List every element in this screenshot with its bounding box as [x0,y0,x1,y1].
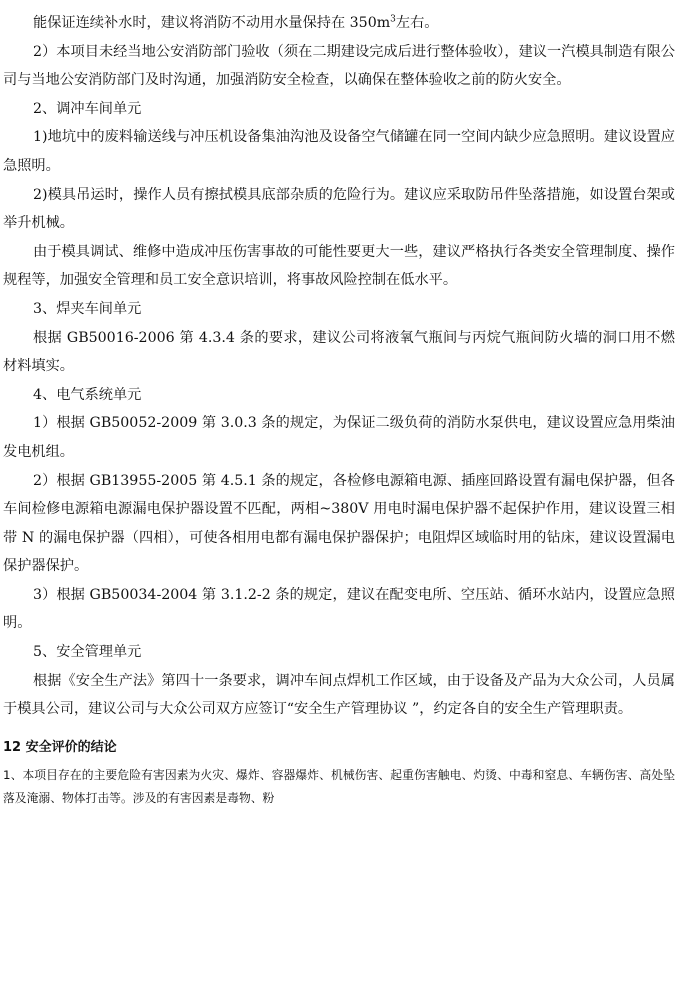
paragraph-emergency-lighting: 1)地坑中的废料输送线与冲压机设备集油沟池及设备空气储罐在同一空间内缺少应急照明。建议设置应急照明。 [3,129,675,174]
paragraph-text: 左右。 [395,15,439,31]
section-heading-conclusion: 12 安全评价的结论 [3,739,117,755]
subheading-stamping-workshop: 2、调冲车间单元 [33,100,142,117]
paragraph-mold-lifting: 2)模具吊运时，操作人员有擦拭模具底部杂质的危险行为。建议应采取防吊件坠落措施，如设置台架或举升机械。 [3,186,675,232]
paragraph-firewall: 根据 GB50016-2006 第 4.3.4 条的要求，建议公司将液氧气瓶间与丙烷气瓶间防火墙的洞口用不燃材料填实。 [3,329,675,375]
paragraph-leakage-protector: 2）根据 GB13955-2005 第 4.5.1 条的规定，各检修电源箱电源、插座回路设置有漏电保护器，但各车间检修电源箱电源漏电保护器设置不匹配，两相~380V 用电时漏电保护器不起保护作用，建议设置三相带 N 的漏电保护器（四相），可使各相用电都有漏电保护器保护；电阻焊区域临时用的钻床，建议设置漏电保护器保护。 [3,472,675,575]
paragraph-generator: 1）根据 GB50052-2009 第 3.0.3 条的规定，为保证二级负荷的消防水泵供电，建议设置应急用柴油发电机组。 [3,415,675,460]
subheading-safety-management: 5、安全管理单元 [33,644,142,661]
paragraph-safety-agreement: 根据《安全生产法》第四十一条要求，调冲车间点焊机工作区域，由于设备及产品为大众公司，人员属于模具公司，建议公司与大众公司双方应签订“安全生产管理协议 ”，约定各自的安全生产管理职责。 [3,672,675,718]
paragraph-safety-management: 由于模具调试、维修中造成冲压伤害事故的可能性要更大一些，建议严格执行各类安全管理制度、操作规程等，加强安全管理和员工安全意识培训，将事故风险控制在低水平。 [3,243,675,289]
superscript: 3 [390,14,396,25]
subheading-electrical-system: 4、电气系统单元 [33,386,142,403]
paragraph-fire-acceptance: 2）本项目未经当地公安消防部门验收（须在二期建设完成后进行整体验收），建议一汽模具制造有限公司与当地公安消防部门及时沟通，加强消防安全检查，以确保在整体验收之前的防火安全。 [3,43,675,89]
paragraph-water-storage [0,9,678,38]
subheading-welding-workshop: 3、焊夹车间单元 [33,300,142,317]
paragraph-text: 能保证连续补水时，建议将消防不动用水量保持在 350m [33,15,391,31]
paragraph-conclusion: 1、本项目存在的主要危险有害因素为火灾、爆炸、容器爆炸、机械伤害、起重伤害触电、灼烫、中毒和窒息、车辆伤害、高处坠落及淹溺、物体打击等。涉及的有害因素是毒物、粉 [3,767,675,805]
paragraph-substation-lighting: 3）根据 GB50034-2004 第 3.1.2-2 条的规定，建议在配变电所、空压站、循环水站内，设置应急照明。 [3,586,675,632]
